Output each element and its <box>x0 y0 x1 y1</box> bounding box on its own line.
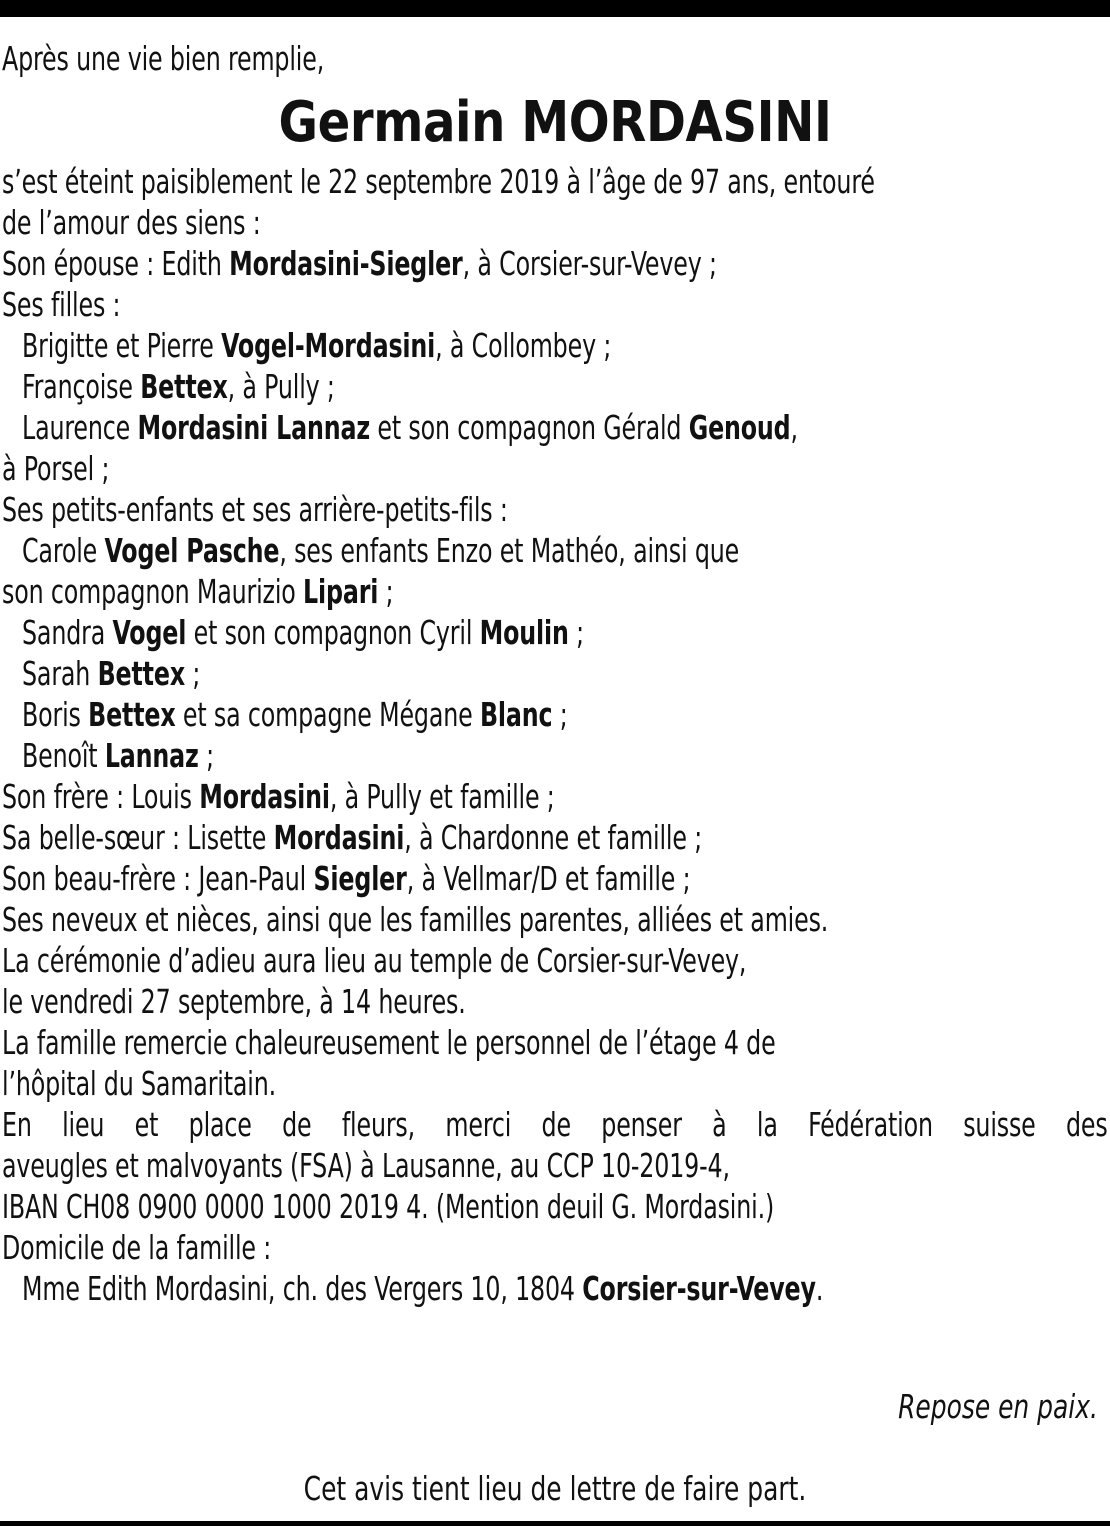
line-text: La famille remercie chaleureusement le personnel de l’étage 4 de <box>2 1023 776 1062</box>
line-text: IBAN CH08 0900 0000 1000 2019 4. (Mention deuil G. Mordasini.) <box>2 1187 775 1226</box>
intro-text: Après une vie bien remplie, <box>2 39 325 78</box>
family-name: Mordasini <box>199 777 330 816</box>
notice-line <box>2 858 887 899</box>
line-text: Mme Edith Mordasini, ch. des Vergers 10, 1804 <box>22 1269 583 1308</box>
obituary-notice <box>2 38 1108 1309</box>
line-text: Laurence <box>22 408 138 447</box>
family-name: Vogel-Mordasini <box>221 326 436 365</box>
line-text: Son frère : Louis <box>2 777 200 816</box>
family-name: Corsier-sur-Vevey <box>582 1269 816 1308</box>
line-text: Carole <box>22 531 105 570</box>
line-text: Françoise <box>22 367 141 406</box>
notice-line <box>2 981 887 1022</box>
notice-line <box>2 1227 887 1268</box>
line-text: , à Vellmar/D et famille ; <box>406 859 691 898</box>
family-name: Siegler <box>313 859 407 898</box>
notice-line <box>2 1104 1108 1145</box>
line-text: s’est éteint paisiblement le 22 septembre 2019 à l’âge de 97 ans, entouré <box>2 162 875 201</box>
notice-line <box>2 1145 887 1186</box>
line-text: , à Chardonne et famille ; <box>404 818 703 857</box>
top-rule <box>0 0 1110 17</box>
notice-line <box>2 202 887 243</box>
notice-line <box>2 243 887 284</box>
notice-line <box>2 1268 887 1309</box>
closing-phrase: Repose en paix. <box>898 1387 1098 1426</box>
line-text: , <box>790 408 798 447</box>
line-text: Sa belle-sœur : Lisette <box>2 818 274 857</box>
notice-line <box>2 735 887 776</box>
line-text: et son compagnon Cyril <box>186 613 480 652</box>
line-text: ; <box>552 695 568 734</box>
notice-line <box>2 612 887 653</box>
line-text: et sa compagne Mégane <box>175 695 480 734</box>
family-name: Bettex <box>97 654 185 693</box>
notice-line <box>2 817 887 858</box>
footer-note: Cet avis tient lieu de lettre de faire part. <box>303 1469 807 1508</box>
line-text: ; <box>198 736 214 775</box>
line-text: , à Pully ; <box>227 367 335 406</box>
line-text: l’hôpital du Samaritain. <box>2 1064 276 1103</box>
family-name: Bettex <box>88 695 176 734</box>
deceased-name: Germain MORDASINI <box>278 90 832 155</box>
notice-line <box>2 161 887 202</box>
line-text: , à Corsier-sur-Vevey ; <box>462 244 717 283</box>
family-name: Mordasini-Siegler <box>229 244 463 283</box>
line-text: ; <box>184 654 201 693</box>
family-name: Vogel Pasche <box>104 531 280 570</box>
family-name: Genoud <box>688 408 791 447</box>
notice-line <box>2 571 887 612</box>
family-name: Bettex <box>140 367 228 406</box>
line-text: le vendredi 27 septembre, à 14 heures. <box>2 982 466 1021</box>
bottom-rule <box>0 1521 1110 1526</box>
line-text: Sarah <box>22 654 98 693</box>
line-text: En lieu et place de fleurs, merci de penser à la Fédération suisse des <box>2 1105 1108 1144</box>
line-text: Son beau-frère : Jean-Paul <box>2 859 314 898</box>
notice-line <box>2 530 887 571</box>
notice-line <box>2 407 887 448</box>
family-name: Mordasini Lannaz <box>137 408 371 447</box>
line-text: Boris <box>22 695 89 734</box>
line-text: , à Collombey ; <box>435 326 612 365</box>
line-text: et son compagnon Gérald <box>370 408 689 447</box>
notice-line <box>2 1022 887 1063</box>
line-text: Ses filles : <box>2 285 121 324</box>
notice-body <box>2 161 1108 1309</box>
line-text: . <box>815 1269 824 1308</box>
notice-line <box>2 1186 887 1227</box>
line-text: Benoît <box>22 736 105 775</box>
line-text: , à Pully et famille ; <box>329 777 555 816</box>
line-text: à Porsel ; <box>2 449 110 488</box>
line-text: Ses petits-enfants et ses arrière-petits-fils : <box>2 490 508 529</box>
line-text: Domicile de la famille : <box>2 1228 272 1267</box>
notice-line <box>2 776 887 817</box>
line-text: , ses enfants Enzo et Mathéo, ainsi que <box>279 531 740 570</box>
notice-line <box>2 1063 887 1104</box>
family-name: Vogel <box>112 613 187 652</box>
family-name: Lannaz <box>104 736 199 775</box>
line-text: La cérémonie d’adieu aura lieu au temple de Corsier-sur-Vevey, <box>2 941 747 980</box>
notice-line <box>2 489 887 530</box>
line-text: ; <box>378 572 394 611</box>
family-name: Lipari <box>303 572 379 611</box>
line-text: Ses neveux et nièces, ainsi que les familles parentes, alliées et amies. <box>2 900 829 939</box>
notice-line <box>2 899 887 940</box>
notice-line <box>2 694 887 735</box>
family-name: Moulin <box>479 613 569 652</box>
notice-line <box>2 940 887 981</box>
line-text: son compagnon Maurizio <box>2 572 304 611</box>
notice-line <box>2 325 887 366</box>
notice-line <box>2 284 887 325</box>
notice-line <box>2 653 887 694</box>
line-text: aveugles et malvoyants (FSA) à Lausanne, au CCP 10-2019-4, <box>2 1146 730 1185</box>
line-text: Sandra <box>22 613 113 652</box>
notice-line <box>2 366 887 407</box>
family-name: Mordasini <box>273 818 405 857</box>
line-text: ; <box>568 613 584 652</box>
line-text: de l’amour des siens : <box>2 203 261 242</box>
family-name: Blanc <box>479 695 553 734</box>
line-text: Brigitte et Pierre <box>22 326 222 365</box>
line-text: Son épouse : Edith <box>2 244 230 283</box>
notice-line <box>2 448 887 489</box>
